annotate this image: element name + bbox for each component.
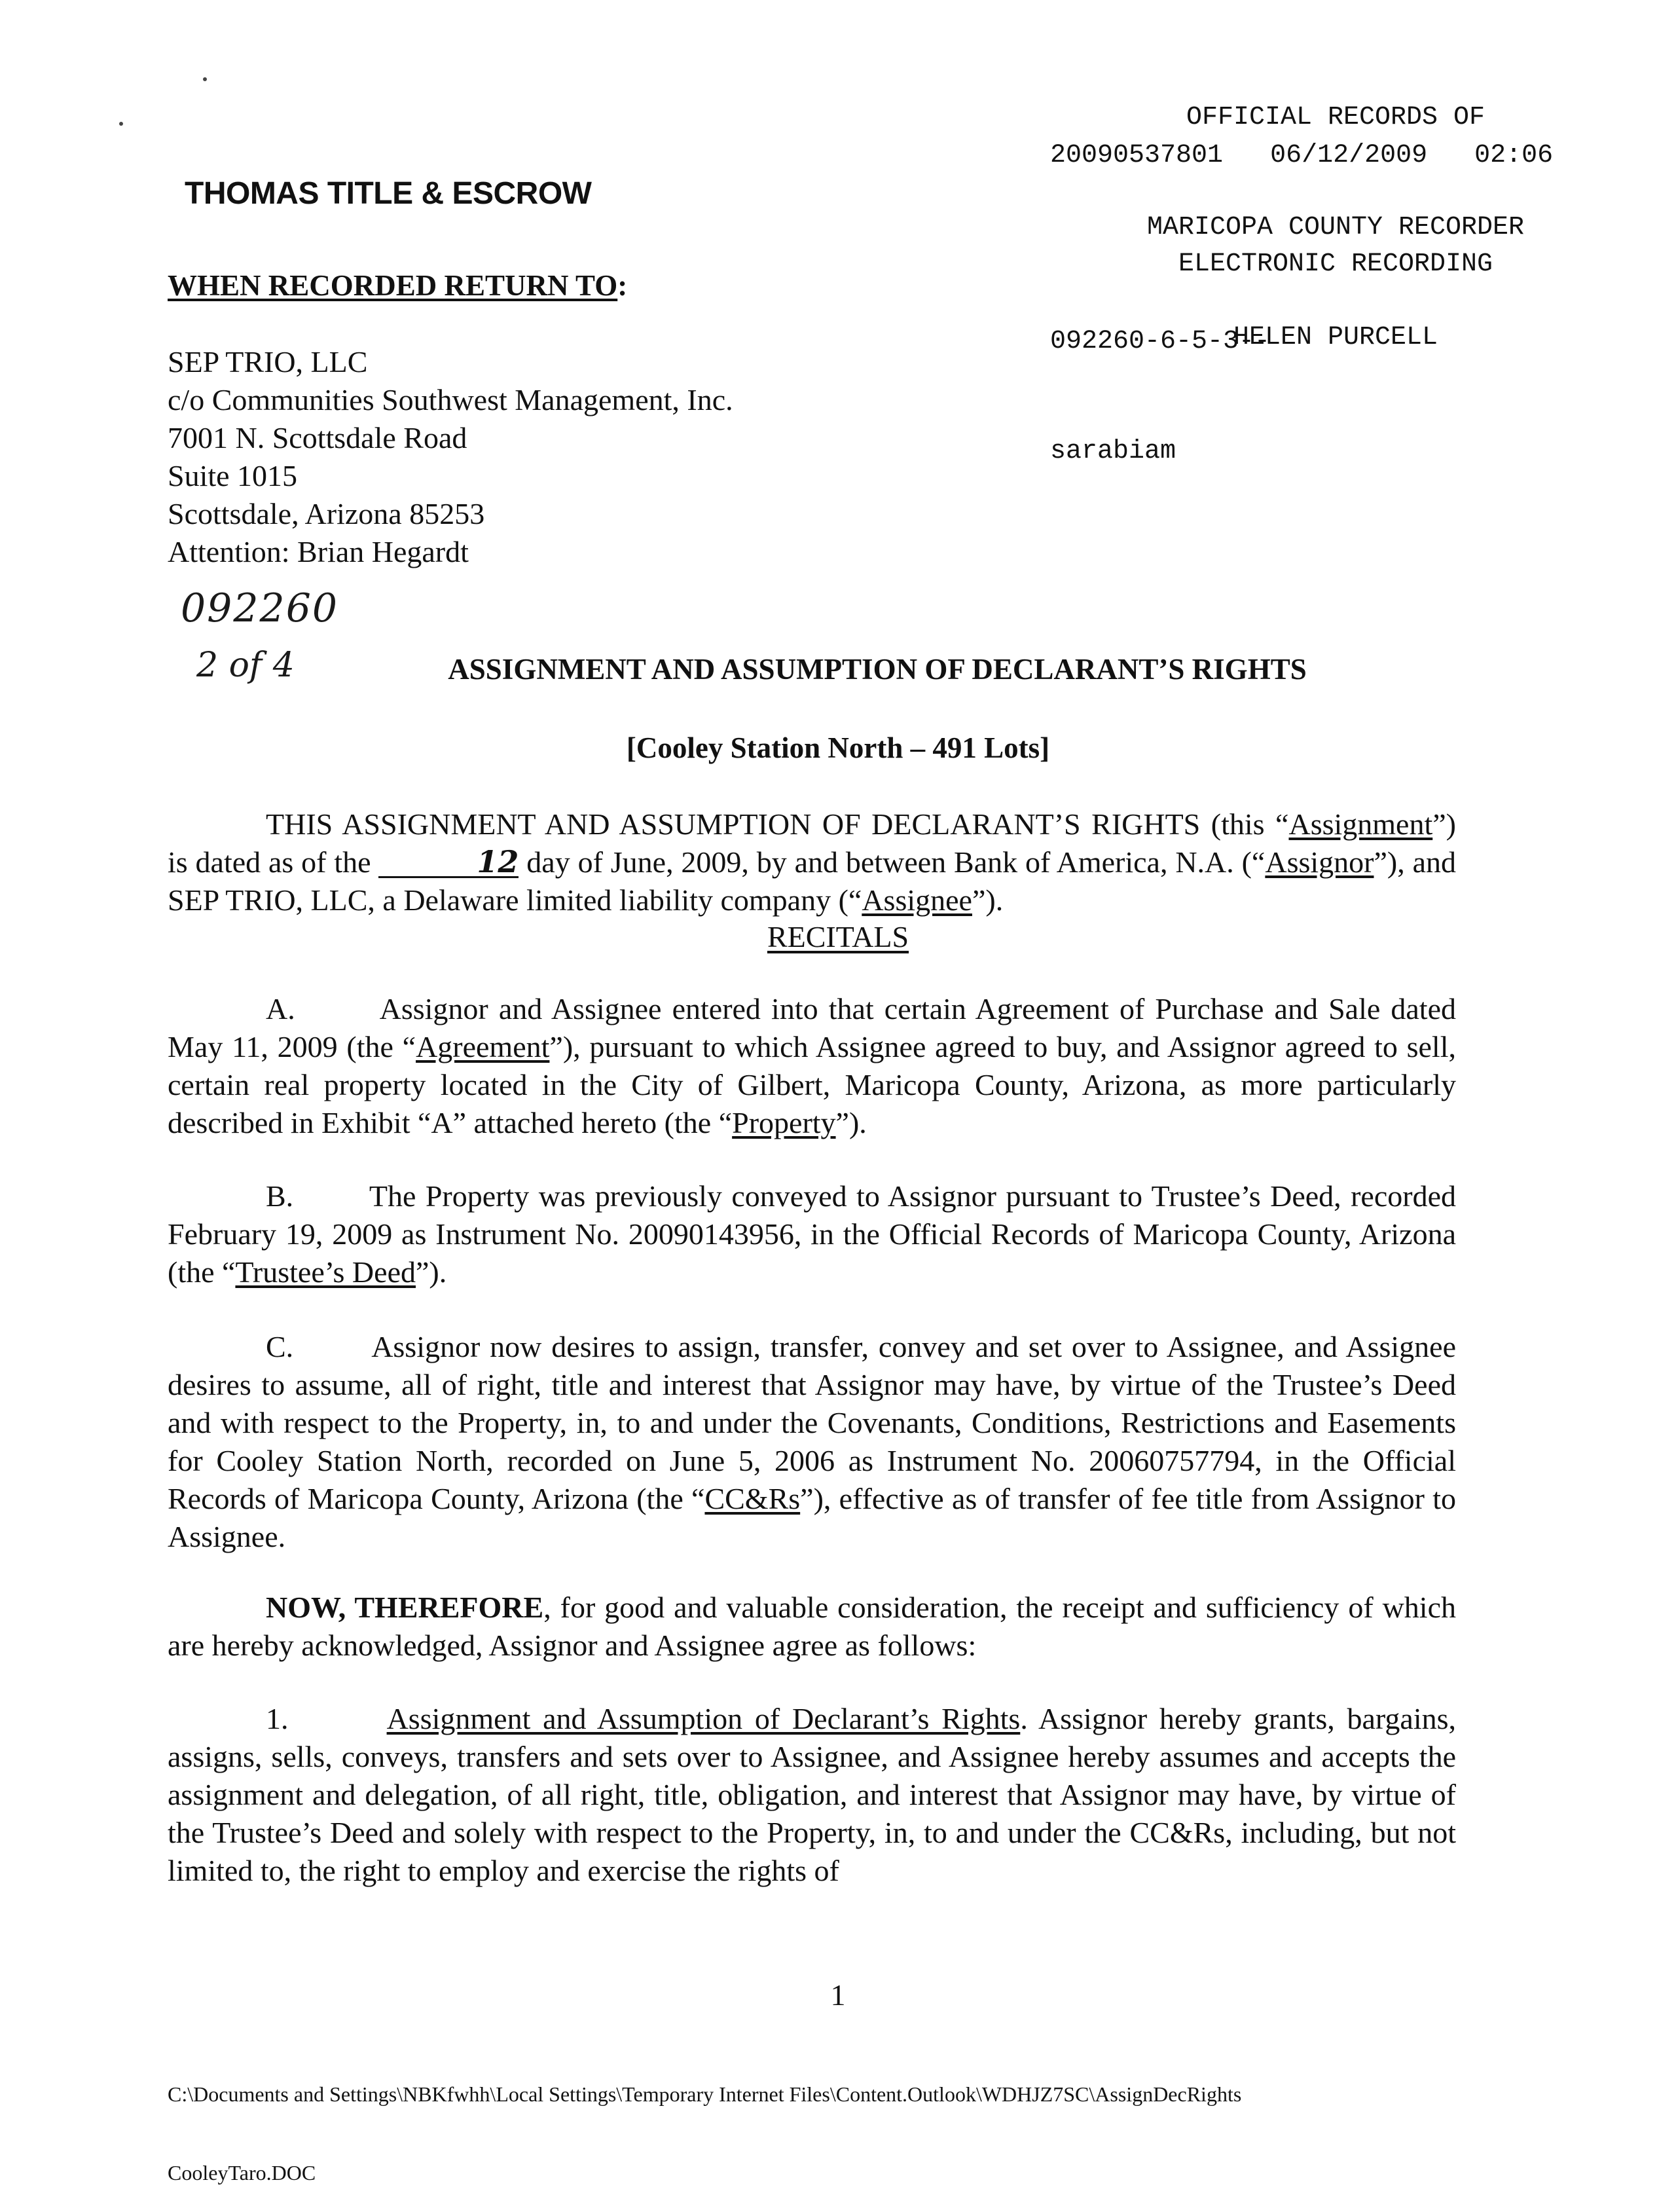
footer-file-path (168, 2029, 1241, 2212)
recital-a (168, 990, 1456, 1142)
intro-paragraph (168, 805, 1456, 919)
recorder-code (1050, 250, 1270, 507)
section-1-text: . Assignor hereby grants, bargains, assigns, sells, conveys, transfers and sets over to Assignee, and Assignee hereby assumes and accepts the assignment and delegation, of all right, title, obligation, and interest that Assignor may have, by virtue of the Trustee’s Deed and solely with respect to the Property, in, to and under the CC&Rs, including, but not limited to, the right to employ and exercise the rights of (168, 1702, 1457, 1887)
address-line: SEP TRIO, LLC (168, 345, 368, 378)
intro-text: ”), and SEP TRIO, LLC, a Delaware limited liability company (“ (168, 845, 1456, 917)
defined-term-ccrs: CC&Rs (704, 1482, 801, 1515)
recital-text: ”). (835, 1106, 867, 1139)
section-1 (168, 1700, 1456, 1890)
defined-term-assignee: Assignee (862, 883, 972, 917)
defined-term-trustees-deed: Trustee’s Deed (235, 1255, 416, 1289)
recorder-line-5: ELECTRONIC RECORDING (1178, 249, 1493, 279)
recitals-heading: RECITALS (767, 920, 909, 953)
recital-text: ”), pursuant to which Assignee agreed to buy, and Assignor agreed to sell, certain real property located in the City of Gilbert, Maricopa County, Arizona, as more particularly described in Exhibit “A” attached hereto (the “ (168, 1030, 1456, 1139)
defined-term-assignment: Assignment (1288, 807, 1433, 841)
handwritten-page-count: 2 of 4 (196, 646, 295, 685)
recital-c (168, 1328, 1456, 1556)
handwritten-order-number: 092260 (181, 585, 339, 631)
footer-line-1: C:\Documents and Settings\NBKfwhh\Local Settings\Temporary Internet Files\Content.Outlook\WDHJZ7SC\AssignDecRights (168, 2082, 1242, 2106)
return-to-colon: : (617, 269, 628, 302)
page-number: 1 (830, 1978, 846, 2012)
recital-text: The Property was previously conveyed to Assignor pursuant to Trustee’s Deed, recorded February 19, 2009 as Instrument No. 20090143956, in the Official Records of Maricopa County, Arizona (the “ (168, 1179, 1456, 1289)
now-therefore-paragraph (168, 1589, 1456, 1665)
recording-time: 02:06 (1474, 141, 1554, 170)
intro-text: ”) is dated as of the (168, 807, 1456, 879)
recital-label: A. (266, 992, 295, 1025)
footer-line-2: CooleyTaro.DOC (168, 2161, 316, 2184)
scan-speck (203, 77, 207, 81)
defined-term-agreement: Agreement (416, 1030, 550, 1063)
defined-term-assignor: Assignor (1265, 845, 1374, 879)
return-to-heading (168, 268, 627, 303)
return-to-label: WHEN RECORDED RETURN TO (168, 269, 618, 302)
document-subtitle: [Cooley Station North – 491 Lots] (626, 731, 1050, 764)
company-header: THOMAS TITLE & ESCROW (185, 176, 592, 211)
address-line: c/o Communities Southwest Management, Inc. (168, 383, 733, 416)
section-label: 1. (266, 1702, 289, 1735)
recital-text: Assignor now desires to assign, transfer, convey and set over to Assignee, and Assignee desires to assume, all of right, title and interest that Assignor may have, by virtue of the Trustee’s Deed and with respect to the Property, in, to and under the Covenants, Conditions, Restrictions and Easements for Cooley Station North, recorded on June 5, 2006 as Instrument No. 20060757794, in the Official Records of Maricopa County, Arizona (the “ (168, 1330, 1457, 1515)
recorder-code-line-1: 092260-6-5-3-- (1050, 327, 1271, 356)
recital-text: Assignor and Assignee entered into that certain Agreement of Purchase and Sale dated May 11, 2009 (the “ (168, 992, 1456, 1063)
address-line: Suite 1015 (168, 459, 298, 492)
now-therefore-text: , for good and valuable consideration, the receipt and sufficiency of which are hereby acknowledged, Assignor and Assignee agree as follows: (168, 1591, 1456, 1662)
intro-text: ”). (972, 883, 1004, 917)
recorder-line-2: MARICOPA COUNTY RECORDER (1146, 213, 1525, 242)
recital-label: B. (266, 1179, 294, 1213)
recording-doc-number: 20090537801 (1050, 141, 1224, 170)
recital-text: ”), effective as of transfer of fee title from Assignor to Assignee. (168, 1482, 1457, 1553)
recorder-code-line-2: sarabiam (1050, 437, 1176, 466)
section-1-heading: Assignment and Assumption of Declarant’s Rights (386, 1702, 1021, 1735)
recording-date: 06/12/2009 (1270, 141, 1428, 170)
recital-text: ”). (416, 1255, 447, 1289)
recording-number-line (1050, 138, 1639, 174)
handwritten-day: 12 (378, 847, 519, 878)
address-line: 7001 N. Scottsdale Road (168, 421, 467, 454)
defined-term-property: Property (732, 1106, 836, 1139)
document-title: ASSIGNMENT AND ASSUMPTION OF DECLARANT’S RIGHTS (448, 653, 1307, 686)
now-therefore-lead: NOW, THEREFORE (266, 1591, 544, 1624)
address-line: Attention: Brian Hegardt (168, 535, 469, 568)
return-address (168, 343, 733, 571)
recital-b (168, 1177, 1456, 1291)
scan-speck (119, 122, 123, 126)
recorder-line-3: HELEN PURCELL (1233, 323, 1438, 352)
intro-text: THIS ASSIGNMENT AND ASSUMPTION OF DECLARANT’S RIGHTS (this “ (266, 807, 1289, 841)
recorder-line-1: OFFICIAL RECORDS OF (1186, 103, 1485, 132)
recital-label: C. (266, 1330, 294, 1363)
address-line: Scottsdale, Arizona 85253 (168, 497, 485, 530)
intro-text: day of June, 2009, by and between Bank of America, N.A. (“ (519, 845, 1266, 879)
